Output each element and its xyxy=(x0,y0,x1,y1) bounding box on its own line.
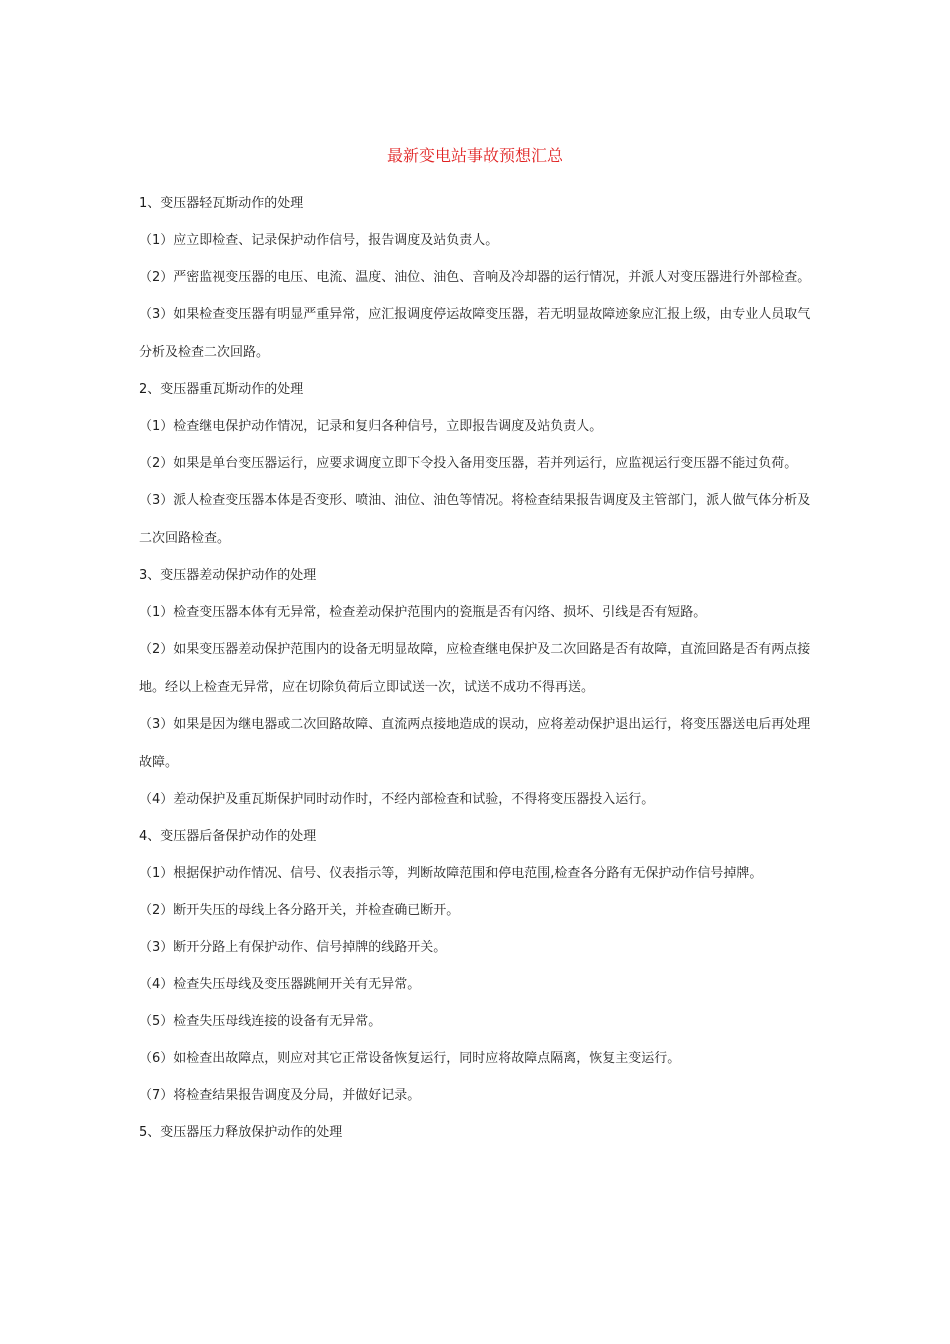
paragraph: （1）检查变压器本体有无异常，检查差动保护范围内的瓷瓶是否有闪络、损坏、引线是否有短路。 xyxy=(139,605,707,620)
paragraph: （7）将检查结果报告调度及分局，并做好记录。 xyxy=(139,1088,421,1103)
section-heading: 5、变压器压力释放保护动作的处理 xyxy=(139,1125,343,1140)
paragraph: （4）差动保护及重瓦斯保护同时动作时，不经内部检查和试验，不得将变压器投入运行。 xyxy=(139,792,655,807)
section-1 xyxy=(139,195,814,372)
paragraph: （1）检查继电保护动作情况，记录和复归各种信号，立即报告调度及站负责人。 xyxy=(139,419,603,434)
section-heading: 4、变压器后备保护动作的处理 xyxy=(139,829,317,844)
paragraph: （3）如果检查变压器有明显严重异常，应汇报调度停运故障变压器，若无明显故障迹象应汇报上级，由专业人员取气分析及检查二次回路。 xyxy=(139,307,811,360)
paragraph: （3）派人检查变压器本体是否变形、喷油、油位、油色等情况。将检查结果报告调度及主管部门，派人做气体分析及二次回路检查。 xyxy=(139,493,811,546)
section-4 xyxy=(139,828,814,1105)
paragraph: （1）根据保护动作情况、信号、仪表指示等，判断故障范围和停电范围,检查各分路有无保护动作信号掉牌。 xyxy=(139,866,763,881)
paragraph: （5）检查失压母线连接的设备有无异常。 xyxy=(139,1014,382,1029)
paragraph: （3）断开分路上有保护动作、信号掉牌的线路开关。 xyxy=(139,940,447,955)
paragraph: （2）严密监视变压器的电压、电流、温度、油位、油色、音响及冷却器的运行情况，并派人对变压器进行外部检查。 xyxy=(139,270,811,285)
section-heading: 1、变压器轻瓦斯动作的处理 xyxy=(139,196,304,211)
paragraph: （2）如果变压器差动保护范围内的设备无明显故障，应检查继电保护及二次回路是否有故障，直流回路是否有两点接地。经以上检查无异常，应在切除负荷后立即试送一次，试送不成功不得再送。 xyxy=(139,642,811,695)
document-body xyxy=(139,195,814,1161)
section-3 xyxy=(139,567,814,809)
section-heading: 3、变压器差动保护动作的处理 xyxy=(139,568,317,583)
paragraph: （1）应立即检查、记录保护动作信号，报告调度及站负责人。 xyxy=(139,233,499,248)
paragraph: （6）如检查出故障点，则应对其它正常设备恢复运行，同时应将故障点隔离，恢复主变运行。 xyxy=(139,1051,681,1066)
document-title: 最新变电站事故预想汇总 xyxy=(386,146,563,165)
section-2 xyxy=(139,381,814,558)
paragraph: （3）如果是因为继电器或二次回路故障、直流两点接地造成的误动，应将差动保护退出运行，将变压器送电后再处理故障。 xyxy=(139,717,811,770)
section-heading: 2、变压器重瓦斯动作的处理 xyxy=(139,382,304,397)
paragraph: （2）断开失压的母线上各分路开关，并检查确已断开。 xyxy=(139,903,460,918)
section-5 xyxy=(139,1124,814,1142)
paragraph: （4）检查失压母线及变压器跳闸开关有无异常。 xyxy=(139,977,421,992)
paragraph: （2）如果是单台变压器运行，应要求调度立即下令投入备用变压器，若并列运行，应监视运行变压器不能过负荷。 xyxy=(139,456,798,471)
